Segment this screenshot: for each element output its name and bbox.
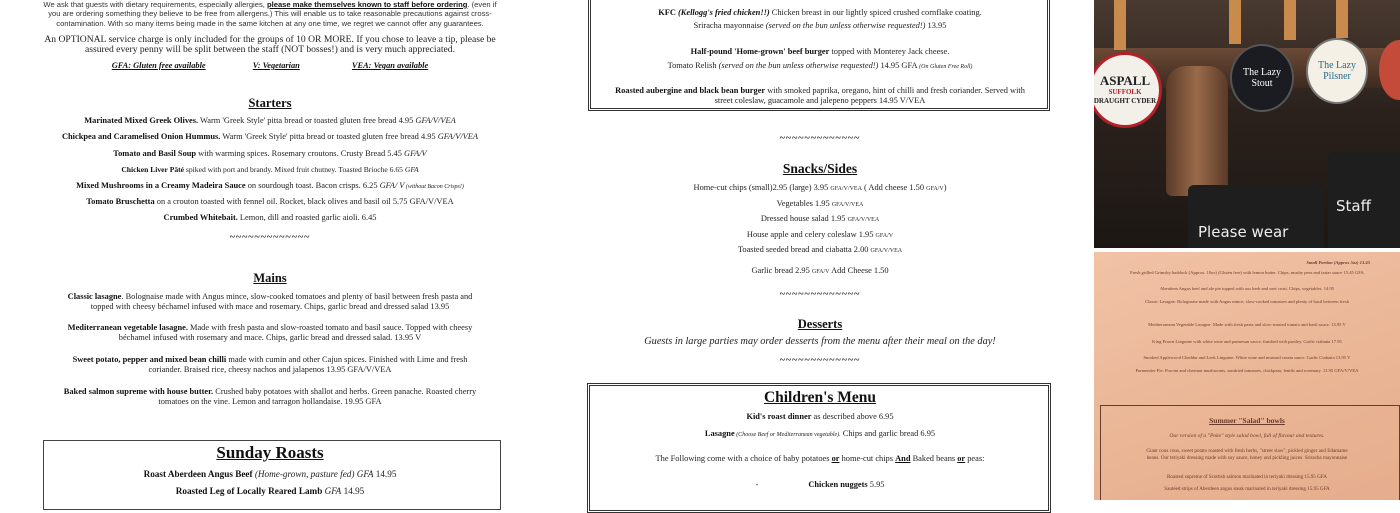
item-text: Toasted seeded bread and ciabatta 2.00 [737,245,871,254]
choice-text: home-cut chips [839,454,896,463]
tap-label: The Lazy Pilsner [1317,60,1357,82]
menu-page-photo [1094,252,1400,500]
chalk-text: Staff [1336,197,1371,215]
item-name: Sweet potato, pepper and mixed bean chilli [72,355,227,364]
item-tags: GFA/ V [379,181,405,190]
item-desc: Warm 'Greek Style' pitta bread or toasted gluten free bread 4.95 [198,116,416,125]
kids-item [560,429,1080,440]
tap-handle [1114,0,1126,50]
item-desc: spiked with port and brandy. Mixed fruit chutney. Toasted Brioche 6.65 [184,165,405,174]
notice-text: We ask that guests with dietary requirements, especially allergies, [43,0,267,9]
photo-menu-line: Sautéed strips of Aberdeen angus steak marinated in teriyaki dressing 15.95 GFA [1164,486,1330,492]
item-name: Roasted Leg of Locally Reared Lamb [175,486,323,496]
item-text: Vegetables 1.95 [776,199,832,208]
aspall-tap-badge [1094,52,1162,128]
tap-handle [1284,0,1296,40]
snack-item [560,266,1080,277]
legend-gfa: GFA: Gluten free available [111,61,206,70]
item-note: (without Bacon Crisps!) [404,184,464,190]
photo-menu-line: Parmentier Pie. Porcini and chestnut mushrooms, sundried tomatoes, chickpeas, lentils and rosemary. 13.95 GFA/V/VEA [1135,368,1359,373]
item-desc: as described above 6.95 [811,412,894,421]
item-tags: GFA/V/VEA [830,186,862,192]
section-divider: ~~~~~~~~~~~~~ [779,355,861,366]
mains-heading: Mains [253,271,287,285]
legend-vea: VEA: Vegan available [351,61,429,70]
item-text: Add Cheese 1.50 [829,266,889,275]
pipe-fixture [1166,66,1228,196]
menu-page-left [0,0,540,500]
tap-label: The Lazy Stout [1242,67,1282,89]
photo-menu-line: Small Portion (Approx 5oz) 13.45 [1306,260,1370,265]
photo-menu-line: Fresh grilled Grimsby haddock (Approx. 10oz) (Gluten free) with lemon butter. Chips, mushy peas and tartar sauce 15.45 GFA [1130,270,1364,275]
bullet-dash: - [755,480,759,489]
item-name: Marinated Mixed Greek Olives. [84,116,199,125]
choice-emph: And [895,454,911,463]
service-charge-line-1: An OPTIONAL service charge is only included for the groups of 10 OR MORE. If you chose to leave a tip, please be [44,34,496,45]
burger-item [560,47,1080,57]
item-name: Baked salmon supreme with house butter. [63,387,214,396]
lazy-stout-tap-badge [1230,44,1294,112]
item-price: 14.95 [373,469,397,479]
item-tags: GFA/V/VEA [437,132,479,141]
choice-emph: or [831,454,840,463]
item-desc: made with cumin and other Cajun spices. Finished with Lime and fresh [226,355,468,364]
snacks-heading: Snacks/Sides [782,161,858,176]
menu-page-middle [560,0,1080,500]
item-name: Mediterranean vegetable lasagne. [67,323,188,332]
starters-heading: Starters [248,96,292,110]
item-desc: . Bolognaise made with Angus mince, slow-cooked tomatoes and plenty of basil between fresh pasta and [121,292,473,301]
service-charge-line-2: assured every penny will be split between the staff (NOT bosses!) and is very much appreciated. [85,44,455,55]
item-name: Mixed Mushrooms in a Creamy Madeira Sauce [76,181,246,190]
burger-item-cont: street coleslaw, guacamole and jalepeno peppers 14.95 V/VEA [714,96,926,105]
item-name: Chickpea and Caramelised Onion Hummus. [61,132,221,141]
item-desc: Sriracha mayonnaise [693,21,766,30]
starter-item [0,149,540,159]
burger-item-cont [560,21,1080,31]
sunday-roasts-heading: Sunday Roasts [216,443,324,462]
item-desc: Chicken breast in our lightly spiced crushed cornflake coating. [769,8,982,17]
photo-menu-line: King Prawn Linguine with white wine and parmesan sauce, finished with parsley. Garlic ciabatta 17.95 [1152,339,1342,344]
item-desc: Tomato Relish [667,61,719,70]
item-tags: GFA [404,165,419,174]
snack-item [560,245,1080,256]
starter-item [0,181,540,192]
item-desc: on a crouton toasted with fennel oil. Rocket, black olives and basil oil 5.75 GFA/V/VEA [154,197,454,206]
item-price: 14.95 [341,486,365,496]
choice-text: The Following come with a choice of baby potatoes [655,454,832,463]
chalkboard-sign [1188,185,1324,248]
item-desc: Crushed baby potatoes with shallot and herbs. Green panache. Roasted cherry [213,387,477,396]
childrens-menu-heading: Children's Menu [763,389,877,406]
item-name: KFC [658,8,678,17]
photo-menu-line: Smoked Applewood Cheddar and Leek Linguine. White wine and mustard cream sauce. Garlic Ciabatta 13.95 V [1143,355,1351,360]
item-price: 5.95 [867,480,885,489]
item-name: Crumbed Whitebait. [163,213,238,222]
item-note: (Choose Beef or Mediterranean vegetable). [734,432,841,438]
item-desc: on sourdough toast. Bacon crisps. 6.25 [245,181,380,190]
burger-item [560,86,1080,96]
item-name: Roast Aberdeen Angus Beef [143,469,253,479]
photo-menu-line: Classic Lasagne. Bolognaise made with Angus mince, slow-cooked tomatoes and plenty of basil between fresh [1145,299,1349,304]
item-name: Tomato Bruschetta [86,197,155,206]
bar-taps-photo [1094,0,1400,248]
main-item [0,355,540,365]
tap-handle [1336,0,1348,38]
tap-handle [1229,0,1241,44]
item-name: Chicken nuggets [808,480,868,489]
item-tags: GFA/V/VEA [415,116,456,125]
starter-item [0,213,540,223]
photo-menu-line: Giant cous cous, sweet potato roasted with fresh herbs, "street slaw", pickled ginger and Edamame [1146,448,1348,454]
item-name: Half-pound 'Home-grown' beef burger [690,47,830,56]
item-tags: GFA/V/VEA [870,248,903,254]
starter-item [0,197,540,207]
lazy-pilsner-tap-badge [1306,38,1368,104]
item-desc: topped with Monterey Jack cheese. [829,47,950,56]
item-text: House apple and celery coleslaw 1.95 [746,230,876,239]
choice-text: Baked beans [910,454,958,463]
desserts-heading: Desserts [797,317,843,331]
burger-item-cont [560,61,1080,72]
chalkboard-sign [1328,152,1400,248]
item-tags: GFA/V [404,149,427,158]
main-item-cont: topped with cheesy béchamel infused with mace and rosemary. Chips, garlic bread and dressed salad 13.95 [90,302,450,311]
snack-item [560,183,1080,194]
photo-menu-line: Our version of a "Poke" style salad bowl, full of flavour and textures. [1169,433,1325,439]
item-text: Home-cut chips (small)2.95 (large) 3.95 [693,183,831,192]
item-text: ( Add cheese 1.50 [861,183,927,192]
main-item [0,323,540,333]
main-item-cont: béchamel infused with rosemary and mace. Chips, garlic bread and dressed salad. 13.95 V [118,333,422,342]
section-divider: ~~~~~~~~~~~~~ [779,289,861,300]
item-note: (On Gluten Free Roll) [919,64,973,70]
starter-item [0,132,540,142]
kids-choice-note [560,454,1080,464]
item-tags: GFA/V [811,269,830,275]
tap-label: SUFFOLK [1108,88,1142,96]
chalk-text: Please wear [1198,223,1289,241]
main-item [0,292,540,302]
salad-bowls-heading: Summer "Salad" bowls [1209,416,1285,425]
item-tags: GFA/V [926,186,944,192]
item-note: (served on the bun unless otherwise requested!) [765,21,926,30]
notice-text: . (even if [467,0,497,9]
starter-item [0,116,540,126]
item-note: GFA [322,486,342,496]
item-note: (Home-grown, pasture fed) GFA [252,469,374,479]
legend-v: V: Vegetarian [252,61,300,70]
item-name-note: (Kellogg's fried chicken!!) [678,8,770,17]
item-desc: Made with fresh pasta and slow-roasted tomato and basil sauce. Topped with cheesy [187,323,473,332]
main-item-cont: tomatoes on the vine. Lemon and tarragon hollandaise. 19.95 GFA [158,397,382,406]
dietary-legend [0,61,540,71]
item-desc: Lemon, dill and roasted garlic aioli. 6.45 [237,213,377,222]
roast-item [0,469,540,479]
photo-menu-line: beans. Our teriyaki dressing made with soy sauce, honey and pickling juices. Sriracha mayonnaise [1146,455,1348,461]
item-desc: Chips and garlic bread 6.95 [840,429,936,438]
item-name: Kid's roast dinner [746,412,812,421]
item-desc: Warm 'Greek Style' pitta bread or toasted gluten free bread 4.95 [220,132,438,141]
roast-item [0,486,540,496]
tap-label: DRAUGHT CYDER [1094,97,1157,105]
item-name: Classic lasagne [67,292,122,301]
item-text: Garlic bread 2.95 [751,266,812,275]
photo-menu-line: Roasted supreme of Scottish salmon marinated in teriyaki dressing 15.95 GFA [1167,474,1327,480]
tap-label: ASPALL [1099,73,1151,88]
starter-item [0,165,540,175]
item-price: 13.95 [925,21,947,30]
item-name: Tomato and Basil Soup [113,149,197,158]
allergy-notice-line-2: you are ordering something they believe to be free from allergens.) This will enable us to take reasonable precautions against cross- [48,9,492,18]
snack-item [560,214,1080,225]
item-tags: GFA/V/VEA [831,202,864,208]
snack-item [560,230,1080,241]
item-price: 14.95 GFA [878,61,920,70]
snack-item [560,199,1080,210]
item-text: ) [943,183,947,192]
item-desc: with warming spices. Rosemary croutons. Crusty Bread 5.45 [196,149,405,158]
kids-item [560,412,1080,422]
item-tags: GFA/V/VEA [847,217,880,223]
photo-menu-line: Mediterranean Vegetable Lasagne. Made with fresh pasta and slow-roasted tomato and basil sauce. 13.95 V [1148,322,1346,327]
burger-item [560,8,1080,18]
item-desc: with smoked paprika, oregano, hint of chilli and fresh coriander. Served with [765,86,1025,95]
section-divider: ~~~~~~~~~~~~~ [779,133,861,144]
item-tags: GFA/V [875,233,894,239]
item-text: Dressed house salad 1.95 [760,214,848,223]
allergy-notice-line-3: contamination. With so many items being made in the same kitchen at any one time, we regret we cannot offer any guarantees. [56,19,484,28]
main-item [0,387,540,397]
choice-text: peas: [965,454,985,463]
notice-emphasis: please make themselves known to staff before ordering [266,0,468,9]
section-divider: ~~~~~~~~~~~~~ [229,232,311,243]
item-name: Chicken Liver Pâté [121,165,185,174]
photo-menu-line: Aberdeen Angus beef and ale pie topped with our herb and suet crust. Chips, vegetables. 14.95 [1159,286,1335,291]
item-note: (served on the bun unless otherwise requested!) [718,61,879,70]
main-item-cont: coriander. Braised rice, cheesy nachos and jalapenos 13.95 GFA/V/VEA [148,365,392,374]
item-name: Lasagne [704,429,735,438]
item-name: Roasted aubergine and black bean burger [615,86,766,95]
kids-item [560,480,1080,490]
choice-emph: or [957,454,966,463]
desserts-note: Guests in large parties may order desserts from the menu after their meal on the day! [644,336,996,347]
